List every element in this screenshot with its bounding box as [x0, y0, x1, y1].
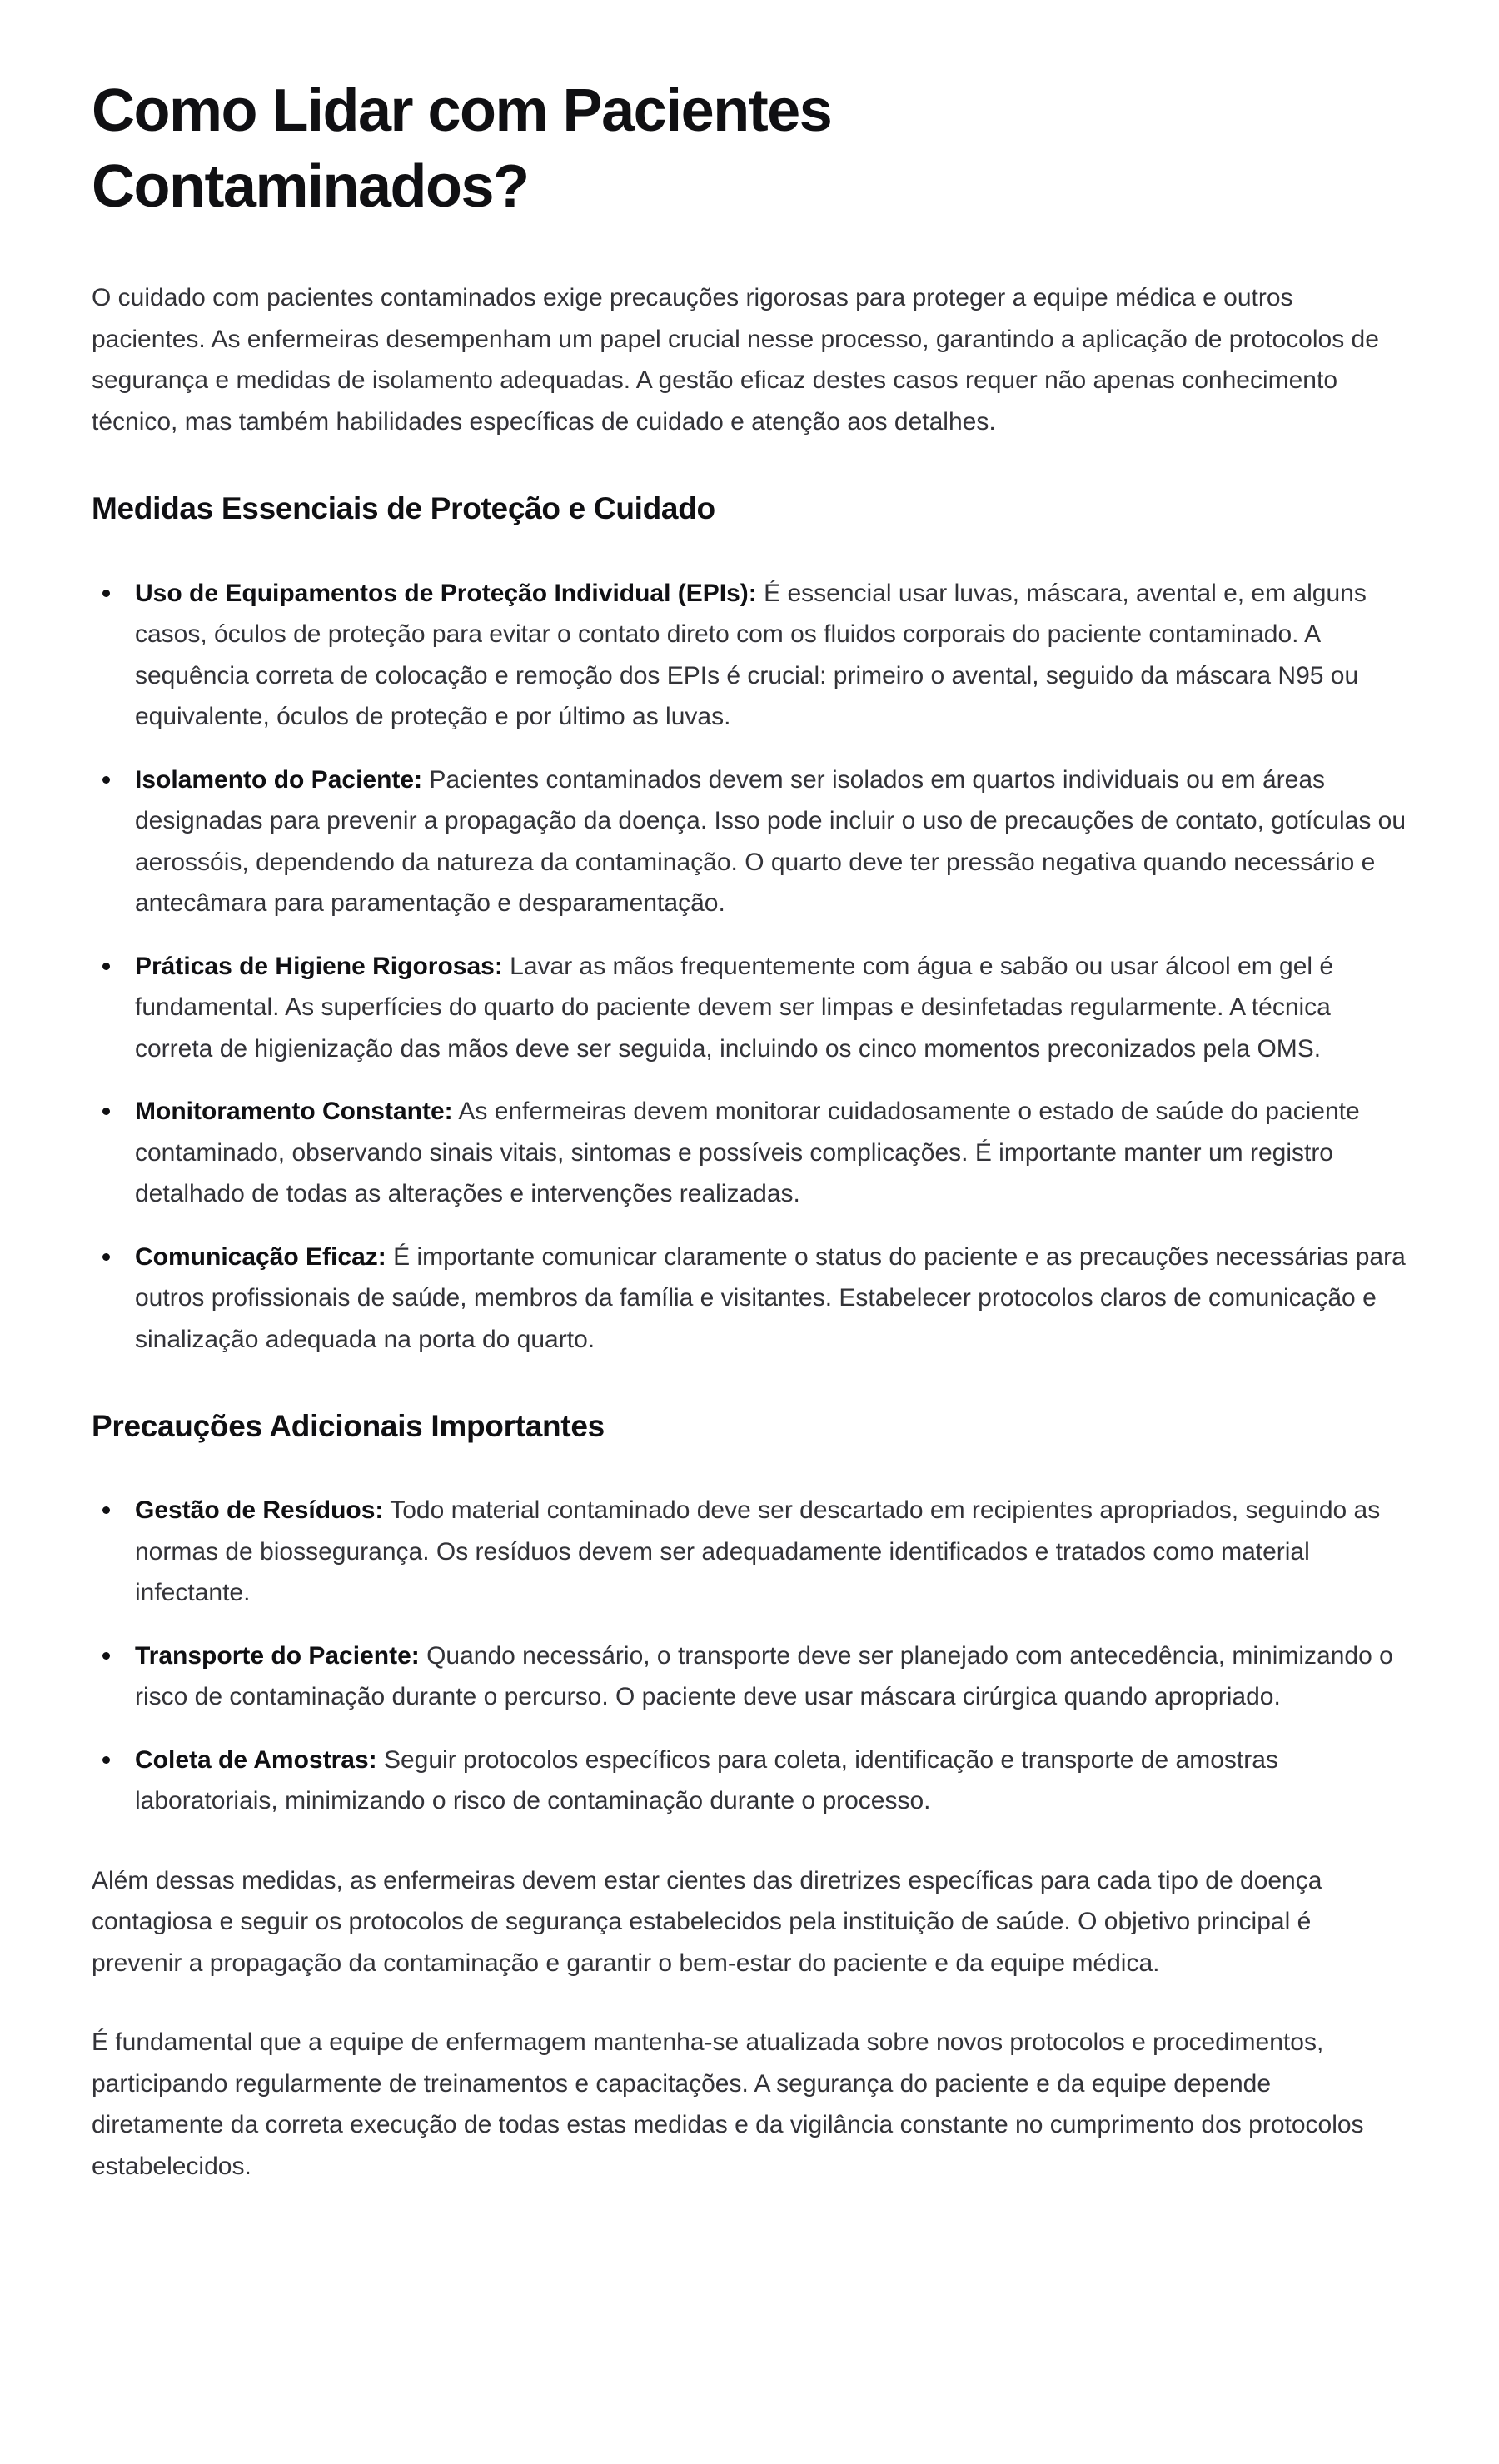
item-label: Coleta de Amostras:	[135, 1745, 377, 1774]
item-label: Práticas de Higiene Rigorosas:	[135, 952, 503, 980]
item-text: Pacientes contaminados devem ser isolados em quartos individuais ou em áreas designadas para prevenir a propagação da doença. Isso pode incluir o uso de precauções de contato, gotículas ou aerossóis, dependendo da natureza da contaminação. O quarto deve ter pressão negativa quando necessário e antecâmara para paramentação e desparamentação.	[135, 765, 1407, 918]
list-item	[92, 1635, 1407, 1718]
item-label: Transporte do Paciente:	[135, 1641, 420, 1670]
list-item	[92, 1490, 1407, 1614]
closing-section	[92, 1860, 1407, 2188]
bullet-icon	[102, 963, 110, 970]
list-item	[92, 759, 1407, 924]
item-text: Lavar as mãos frequentemente com água e sabão ou usar álcool em gel é fundamental. As superfícies do quarto do paciente devem ser limpas e desinfetadas regularmente. A técnica correta de higienização das mãos deve ser seguida, incluindo os cinco momentos preconizados pela OMS.	[135, 952, 1334, 1063]
intro-paragraph: O cuidado com pacientes contaminados exige precauções rigorosas para proteger a equipe médica e outros pacientes. As enfermeiras desempenham um papel crucial nesse processo, garantindo a aplicação de protocolos de segurança e medidas de isolamento adequadas. A gestão eficaz destes casos requer não apenas conhecimento técnico, mas também habilidades específicas de cuidado e atenção aos detalhes.	[92, 284, 1379, 436]
bullet-list	[92, 573, 1407, 1361]
section-heading-precaucoes-adicionais: Precauções Adicionais Importantes	[92, 1409, 605, 1444]
item-text: É essencial usar luvas, máscara, avental e, em alguns casos, óculos de proteção para evitar o contato direto com os fluidos corporais do paciente contaminado. A sequência correta de colocação e remoção dos EPIs é crucial: primeiro o avental, seguido da máscara N95 ou equivalente, óculos de proteção e por último as luvas.	[135, 579, 1367, 731]
item-label: Isolamento do Paciente:	[135, 765, 423, 794]
item-text: Todo material contaminado deve ser descartado em recipientes apropriados, seguindo as normas de biossegurança. Os resíduos devem ser adequadamente identificados e tratados como material infectante.	[135, 1496, 1381, 1607]
bullet-list	[92, 1490, 1407, 1822]
bullet-icon	[102, 1108, 110, 1115]
list-item	[92, 573, 1407, 738]
closing-paragraph: Além dessas medidas, as enfermeiras devem estar cientes das diretrizes específicas para cada tipo de doença contagiosa e seguir os protocolos de segurança estabelecidos pela instituição de saúde. O objetivo principal é prevenir a propagação da contaminação e garantir o bem-estar do paciente e da equipe médica.	[92, 1866, 1322, 1977]
bullet-icon	[102, 1253, 110, 1261]
bullet-icon	[102, 1652, 110, 1660]
list-item	[92, 1091, 1407, 1215]
item-label: Comunicação Eficaz:	[135, 1242, 386, 1271]
bullet-icon	[102, 1506, 110, 1514]
item-text: É importante comunicar claramente o status do paciente e as precauções necessárias para outros profissionais de saúde, membros da família e visitantes. Estabelecer protocolos claros de comunicação e sinalização adequada na porta do quarto.	[135, 1242, 1406, 1353]
list-item	[92, 946, 1407, 1070]
item-label: Gestão de Resíduos:	[135, 1496, 384, 1525]
bullet-icon	[102, 776, 110, 784]
bullet-icon	[102, 590, 110, 597]
list-item	[92, 1237, 1407, 1361]
item-text: As enfermeiras devem monitorar cuidadosamente o estado de saúde do paciente contaminado, observando sinais vitais, sintomas e possíveis complicações. É importante manter um registro detalhado de todas as alterações e intervenções realizadas.	[135, 1098, 1360, 1208]
list-item	[92, 1740, 1407, 1822]
page-title: Como Lidar com Pacientes Contaminados?	[92, 77, 832, 220]
section-heading-protecao-cuidado: Medidas Essenciais de Proteção e Cuidado	[92, 491, 715, 526]
closing-paragraph: É fundamental que a equipe de enfermagem mantenha-se atualizada sobre novos protocolos e procedimentos, participando regularmente de treinamentos e capacitações. A segurança do paciente e da equipe depende diretamente da correta execução de todas estas medidas e da vigilância constante no cumprimento dos protocolos estabelecidos.	[92, 2028, 1364, 2180]
item-label: Monitoramento Constante:	[135, 1098, 453, 1126]
item-label: Uso de Equipamentos de Proteção Individual (EPIs):	[135, 579, 757, 607]
item-text: Seguir protocolos específicos para coleta, identificação e transporte de amostras laboratoriais, minimizando o risco de contaminação durante o processo.	[135, 1745, 1278, 1815]
bullet-icon	[102, 1756, 110, 1764]
item-text: Quando necessário, o transporte deve ser planejado com antecedência, minimizando o risco de contaminação durante o percurso. O paciente deve usar máscara cirúrgica quando apropriado.	[135, 1641, 1393, 1711]
